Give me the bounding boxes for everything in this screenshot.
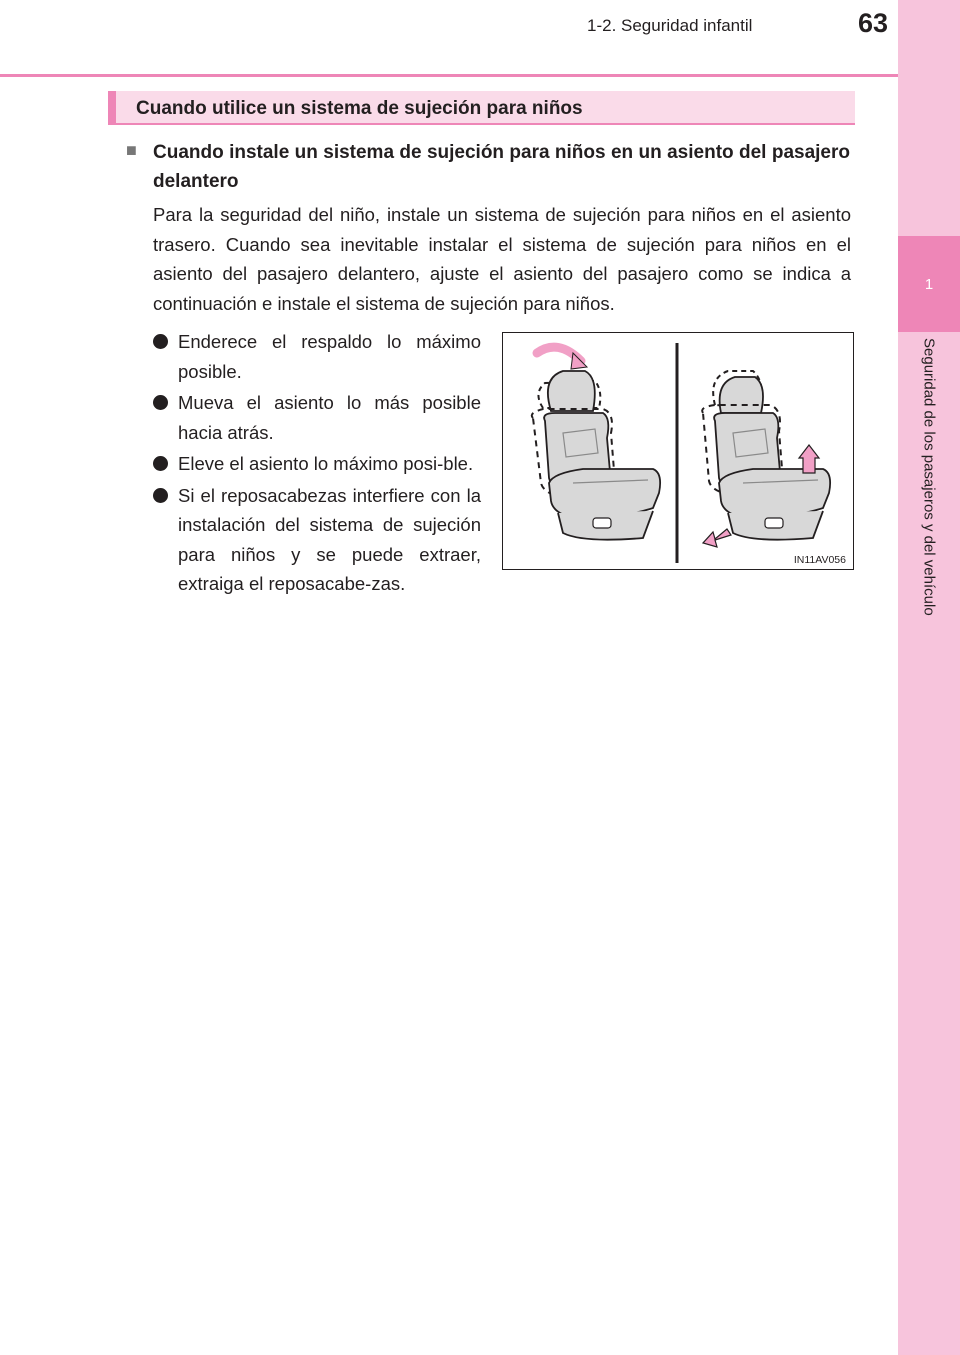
bullet-icon [153, 488, 168, 503]
list-item: Enderece el respaldo lo máximo posible. [153, 327, 481, 386]
seat-illustration [503, 333, 855, 571]
instruction-paragraph: Para la seguridad del niño, instale un sistema de sujeción para niños en el asiento trasero. Cuando sea inevitable instalar el sistema de sujeción para niños en el asiento del pasajero delantero, ajuste el asiento del pasajero como se indica a continuación e instale el sistema de sujeción para niños. [153, 204, 851, 314]
seat-left-icon [532, 347, 660, 540]
chapter-title: Seguridad de los pasajeros y del vehículo [920, 338, 938, 616]
header-rule [0, 74, 898, 77]
page-number: 63 [858, 8, 889, 38]
subheading: Cuando instale un sistema de sujeción para niños en un asiento del pasajero delantero [153, 142, 850, 192]
figure-code: IN11AV056 [793, 554, 846, 566]
adjustment-list [153, 327, 481, 601]
list-item: Eleve el asiento lo máximo posi-ble. [153, 449, 481, 479]
section-heading: Cuando utilice un sistema de sujeción para niños [136, 98, 583, 119]
seat-right-icon [702, 371, 830, 547]
bullet-icon [153, 334, 168, 349]
section-label: 1-2. Seguridad infantil [587, 16, 753, 35]
subheading-marker: ■ [126, 140, 137, 160]
list-item: Mueva el asiento lo más posible hacia atrás. [153, 388, 481, 447]
chapter-number: 1 [924, 276, 934, 293]
chapter-side-tab [898, 0, 960, 1355]
list-item: Si el reposacabezas interfiere con la instalación del sistema de sujeción para niños y se puede extraer, extraiga el reposacabe-zas. [153, 481, 481, 599]
seat-adjustment-figure [502, 332, 854, 570]
bullet-icon [153, 395, 168, 410]
bullet-icon [153, 456, 168, 471]
section-heading-band [108, 91, 855, 125]
